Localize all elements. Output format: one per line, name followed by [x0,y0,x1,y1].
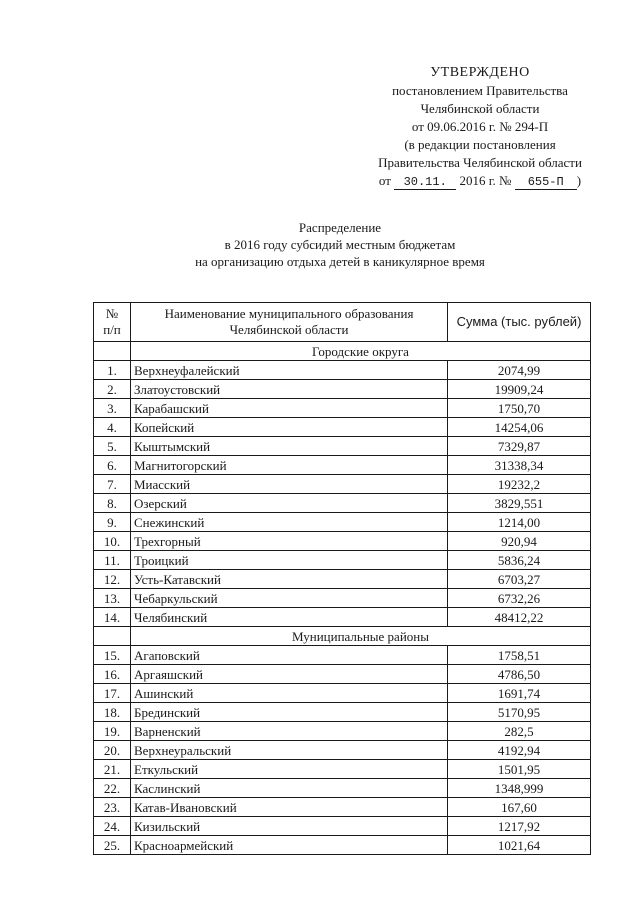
row-municipality: Верхнеуфалейский [131,361,448,380]
header-name-line-2: Челябинской области [229,322,349,337]
row-amount: 167,60 [448,798,591,817]
row-amount: 5836,24 [448,551,591,570]
row-number: 21. [94,760,131,779]
row-number: 17. [94,684,131,703]
row-number: 4. [94,418,131,437]
row-municipality: Красноармейский [131,836,448,855]
row-amount: 1758,51 [448,646,591,665]
row-municipality: Карабашский [131,399,448,418]
row-number: 15. [94,646,131,665]
row-municipality: Брединский [131,703,448,722]
approval-line-4: (в редакции постановления [404,137,556,152]
heading-line-2: в 2016 году субсидий местным бюджетам [224,237,456,252]
row-municipality: Озерский [131,494,448,513]
group-spacer [94,342,131,361]
approval-line-3: от 09.06.2016 г. № 294-П [411,119,549,134]
row-number: 2. [94,380,131,399]
row-municipality: Магнитогорский [131,456,448,475]
row-amount: 4786,50 [448,665,591,684]
group-spacer [94,627,131,646]
table-row [94,722,591,741]
approval-line-2: Челябинской области [420,101,540,116]
row-amount: 19909,24 [448,380,591,399]
amendment-mid: 2016 г. № [459,173,512,188]
table-row [94,399,591,418]
row-amount: 14254,06 [448,418,591,437]
amendment-suffix: ) [576,173,582,188]
row-amount: 4192,94 [448,741,591,760]
table-row [94,532,591,551]
row-number: 20. [94,741,131,760]
document-heading [110,219,570,270]
table-row [94,760,591,779]
row-amount: 5170,95 [448,703,591,722]
table-row [94,608,591,627]
row-municipality: Трехгорный [131,532,448,551]
row-number: 22. [94,779,131,798]
row-number: 16. [94,665,131,684]
table-row [94,551,591,570]
table-row [94,513,591,532]
heading-line-3: на организацию отдыха детей в каникулярное время [195,254,485,269]
row-number: 9. [94,513,131,532]
approval-title: УТВЕРЖДЕНО [430,65,530,80]
group-title: Муниципальные районы [131,627,591,646]
row-number: 24. [94,817,131,836]
table-row [94,817,591,836]
table-row [94,665,591,684]
header-number-line-1: № [105,306,119,321]
approval-stamp [330,64,630,190]
table-row [94,646,591,665]
row-municipality: Златоустовский [131,380,448,399]
row-municipality: Чебаркульский [131,589,448,608]
table-row [94,741,591,760]
row-amount: 282,5 [448,722,591,741]
row-number: 25. [94,836,131,855]
table-row [94,798,591,817]
row-municipality: Агаповский [131,646,448,665]
row-number: 12. [94,570,131,589]
row-number: 3. [94,399,131,418]
row-number: 19. [94,722,131,741]
row-amount: 3829,551 [448,494,591,513]
row-municipality: Еткульский [131,760,448,779]
row-amount: 1021,64 [448,836,591,855]
row-amount: 48412,22 [448,608,591,627]
row-amount: 7329,87 [448,437,591,456]
row-number: 8. [94,494,131,513]
subsidy-table [93,302,591,855]
table-row [94,494,591,513]
amendment-prefix: от [378,173,391,188]
approval-line-1: постановлением Правительства [392,83,568,98]
header-name [131,303,448,342]
row-municipality: Усть-Катавский [131,570,448,589]
row-number: 6. [94,456,131,475]
group-row-city-districts [94,342,591,361]
row-number: 10. [94,532,131,551]
row-amount: 6703,27 [448,570,591,589]
row-municipality: Варненский [131,722,448,741]
table-row [94,589,591,608]
row-amount: 1750,70 [448,399,591,418]
row-number: 23. [94,798,131,817]
row-municipality: Копейский [131,418,448,437]
row-amount: 31338,34 [448,456,591,475]
row-municipality: Кизильский [131,817,448,836]
row-number: 11. [94,551,131,570]
row-municipality: Катав-Ивановский [131,798,448,817]
amendment-line [330,172,630,190]
row-municipality: Аргаяшский [131,665,448,684]
table-row [94,570,591,589]
row-number: 7. [94,475,131,494]
header-number-line-2: п/п [103,322,121,337]
header-number [94,303,131,342]
table-header [94,303,591,342]
table-row [94,418,591,437]
row-amount: 19232,2 [448,475,591,494]
table-row [94,456,591,475]
row-municipality: Челябинский [131,608,448,627]
table-row [94,779,591,798]
row-amount: 920,94 [448,532,591,551]
row-amount: 6732,26 [448,589,591,608]
table-row [94,684,591,703]
row-number: 18. [94,703,131,722]
row-municipality: Верхнеуральский [131,741,448,760]
row-number: 1. [94,361,131,380]
table-row [94,361,591,380]
row-number: 5. [94,437,131,456]
amendment-date: 30.11. [394,175,456,190]
row-amount: 1691,74 [448,684,591,703]
amendment-number: 655-П [515,175,577,190]
group-title: Городские округа [131,342,591,361]
row-amount: 1501,95 [448,760,591,779]
heading-line-1: Распределение [298,220,382,235]
row-municipality: Снежинский [131,513,448,532]
table-body [94,342,591,855]
table-row [94,475,591,494]
row-municipality: Миасский [131,475,448,494]
row-municipality: Кыштымский [131,437,448,456]
header-sum: Сумма (тыс. рублей) [448,303,591,342]
header-name-line-1: Наименование муниципального образования [164,306,414,321]
row-municipality: Троицкий [131,551,448,570]
row-amount: 1348,999 [448,779,591,798]
row-number: 13. [94,589,131,608]
group-row-municipal-districts [94,627,591,646]
table-row [94,836,591,855]
table-row [94,437,591,456]
table-row [94,380,591,399]
row-municipality: Каслинский [131,779,448,798]
row-amount: 1214,00 [448,513,591,532]
table-row [94,703,591,722]
row-number: 14. [94,608,131,627]
row-municipality: Ашинский [131,684,448,703]
row-amount: 2074,99 [448,361,591,380]
approval-line-5: Правительства Челябинской области [378,155,582,170]
row-amount: 1217,92 [448,817,591,836]
